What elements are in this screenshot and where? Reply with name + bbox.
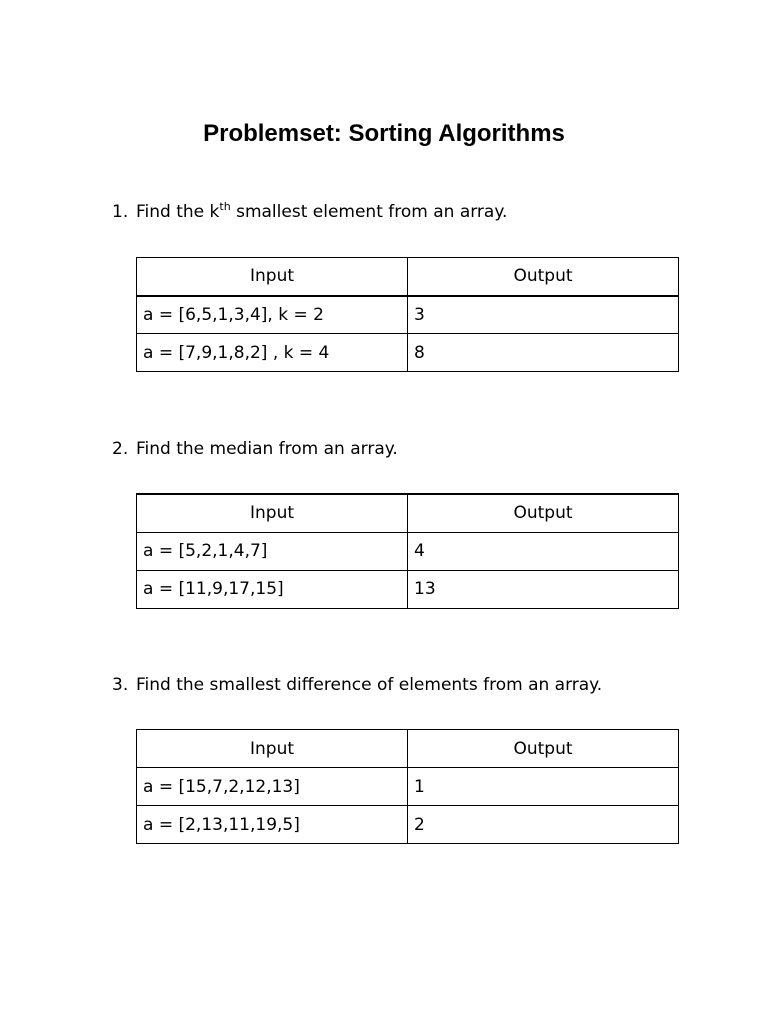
input-cell: a = [2,13,11,19,5] bbox=[137, 806, 408, 844]
output-cell: 3 bbox=[408, 296, 679, 334]
input-header: Input bbox=[137, 258, 408, 296]
table-header-row bbox=[137, 258, 679, 296]
input-header: Input bbox=[137, 494, 408, 532]
problem-1 bbox=[112, 200, 507, 224]
input-header: Input bbox=[137, 730, 408, 768]
table-row bbox=[137, 296, 679, 334]
page-title: Problemset: Sorting Algorithms bbox=[203, 120, 565, 147]
problem-number: 2. bbox=[112, 439, 129, 459]
problem-text: Find the k bbox=[136, 202, 220, 222]
table-row bbox=[137, 806, 679, 844]
output-cell: 4 bbox=[408, 532, 679, 570]
problem-3-table bbox=[136, 729, 679, 844]
problem-number: 1. bbox=[112, 202, 129, 222]
input-cell: a = [11,9,17,15] bbox=[137, 570, 408, 608]
output-cell: 13 bbox=[408, 570, 679, 608]
problem-1-table bbox=[136, 257, 679, 372]
problem-2 bbox=[112, 437, 398, 461]
output-cell: 1 bbox=[408, 768, 679, 806]
problem-text: Find the smallest difference of elements from an array. bbox=[136, 675, 603, 695]
table-row bbox=[137, 768, 679, 806]
table-row bbox=[137, 532, 679, 570]
table-row bbox=[137, 334, 679, 372]
table-row bbox=[137, 570, 679, 608]
input-cell: a = [15,7,2,12,13] bbox=[137, 768, 408, 806]
output-cell: 2 bbox=[408, 806, 679, 844]
problem-3 bbox=[112, 673, 602, 697]
problem-2-table bbox=[136, 493, 679, 609]
input-cell: a = [5,2,1,4,7] bbox=[137, 532, 408, 570]
table-header-row bbox=[137, 494, 679, 532]
problem-number: 3. bbox=[112, 675, 129, 695]
input-cell: a = [6,5,1,3,4], k = 2 bbox=[137, 296, 408, 334]
output-cell: 8 bbox=[408, 334, 679, 372]
ordinal-superscript: th bbox=[219, 200, 231, 213]
output-header: Output bbox=[408, 730, 679, 768]
table-header-row bbox=[137, 730, 679, 768]
problem-text-continued: smallest element from an array. bbox=[230, 202, 508, 222]
output-header: Output bbox=[408, 258, 679, 296]
input-cell: a = [7,9,1,8,2] , k = 4 bbox=[137, 334, 408, 372]
problem-text: Find the median from an array. bbox=[136, 439, 398, 459]
output-header: Output bbox=[408, 494, 679, 532]
